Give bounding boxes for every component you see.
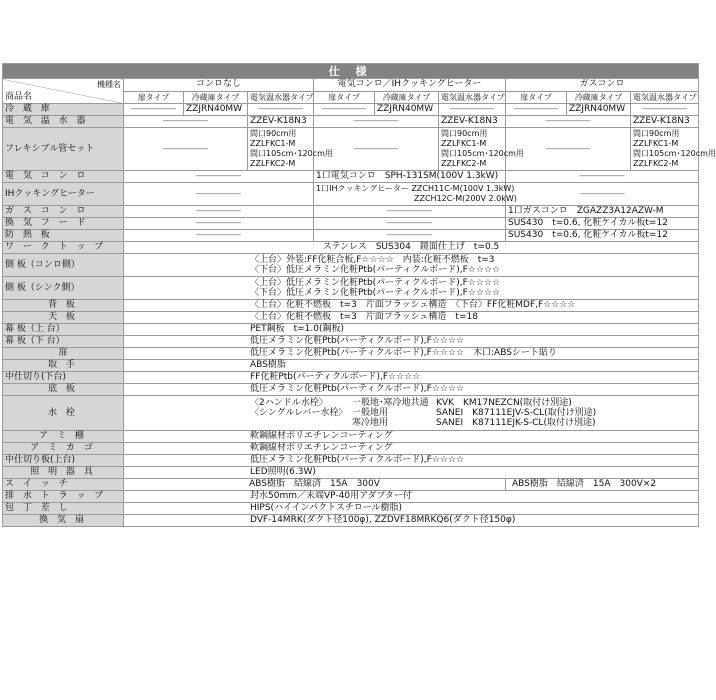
flex-line: 間口90cm用 (633, 129, 680, 138)
row-mesh (3, 431, 699, 443)
value-cell: ZZEV-K18N3 (439, 116, 506, 128)
group-header-electric: 電気コンロ／IHクッキングヒーター (314, 79, 506, 92)
row-worktop (3, 242, 699, 254)
product-label: 商品名 (5, 92, 33, 102)
flex-cell (439, 128, 524, 171)
row-label: 電 気 コ ン ロ (3, 171, 124, 183)
row-bottom (3, 384, 699, 396)
row-knife (3, 503, 699, 515)
faucet-line (250, 408, 696, 418)
row-faucet (3, 396, 699, 431)
row-label: 扉 (3, 348, 124, 360)
row-door (3, 348, 699, 360)
dash-cell: ――――― (124, 218, 314, 230)
type-header: 扉タイプ (314, 91, 375, 104)
dash-cell: ――――― (314, 218, 506, 230)
type-header: 冷蔵庫タイプ (567, 91, 631, 104)
flex-line: ZZLFKC2-M (633, 159, 679, 168)
row-label: 側 板（コンロ側） (3, 254, 124, 277)
value-cell: 1口電気コンロ SPH-131SM(100V 1.3kW) (314, 171, 506, 183)
value-cell: ABS樹脂 結線済 15A 300V (124, 479, 506, 491)
row-net-basket (3, 443, 699, 455)
group-header-row (3, 79, 699, 92)
value-cell: HIPS(ハイインパクトスチロール樹脂) (124, 503, 699, 515)
dash-cell: ――――― (631, 104, 699, 116)
row-switch (3, 479, 699, 491)
dash-cell: ――――― (314, 116, 439, 128)
value-cell (124, 277, 699, 300)
dash-cell: ――――― (124, 128, 248, 171)
row-label: ア ミ 棚 (3, 431, 124, 443)
row-label: IHクッキングヒーター (3, 183, 124, 206)
dash-cell: ――――― (506, 128, 631, 171)
type-header: 冷蔵庫タイプ (375, 91, 439, 104)
row-curtain-top (3, 324, 699, 336)
value-cell: 軟鋼線材ポリエチレンコーティング (124, 443, 699, 455)
group-header-none: コンロなし (124, 79, 314, 92)
row-label: 中仕切り(下台) (3, 372, 124, 384)
spec-table-container (2, 63, 716, 527)
faucet-model: KVK KM17NEZCN(取付け別途) (436, 398, 572, 408)
dash-cell: ――――― (124, 171, 314, 183)
row-heater (3, 116, 699, 128)
faucet-type: 〈シングルレバー水栓〉 (250, 408, 348, 418)
type-header: 扉タイプ (124, 91, 184, 104)
flex-line: ZZLFKC1-M (441, 139, 487, 148)
value-line: 〈下台〉低圧メラミン化粧Ptb(パーティクルボード),F☆☆☆☆ (250, 265, 501, 275)
ih-model-1: ZZCH11C-M(100V 1.3kW) (411, 184, 515, 193)
value-line: 〈上台〉低圧メラミン化粧Ptb(パーティクルボード),F☆☆☆☆ (250, 278, 501, 288)
row-label: 包 丁 差 し (3, 503, 124, 515)
flex-line: ZZLFKC1-M (633, 139, 679, 148)
flex-cell (631, 128, 716, 171)
value-line: 〈上台〉外装:FF化粧合板,F☆☆☆☆ 内装:化粧不燃板 t=3 (250, 255, 495, 265)
row-label: ガ ス コ ン ロ (3, 206, 124, 218)
faucet-line (250, 418, 696, 428)
row-label: ス イ ッ チ (3, 479, 124, 491)
value-cell: ZZJRN40MW (375, 104, 439, 116)
value-cell: LED照明(6.3W) (124, 467, 699, 479)
dash-cell: ――――― (439, 104, 506, 116)
dash-cell: ――――― (124, 183, 314, 206)
row-electric-stove (3, 171, 699, 183)
faucet-region: 一般地用 (352, 408, 389, 418)
ih-prefix: 1口IHクッキングヒーター (316, 184, 409, 193)
row-label: 電 気 温 水 器 (3, 116, 124, 128)
row-label: 換 気 扇 (3, 515, 124, 527)
value-line: 〈下台〉低圧メラミン化粧Ptb(パーティクルボード),F☆☆☆☆ (250, 288, 501, 298)
value-cell: 低圧メラミン化粧Ptb(パーティクルボード),F☆☆☆☆ (124, 384, 699, 396)
type-header: 電気温水器タイプ (439, 91, 506, 104)
flex-line: 間口90cm用 (250, 129, 297, 138)
flex-line: 間口105cm･120cm用 (441, 149, 524, 158)
row-label: 天 板 (3, 312, 124, 324)
type-header: 冷蔵庫タイプ (184, 91, 248, 104)
row-label: 照 明 器 具 (3, 467, 124, 479)
row-hood (3, 218, 699, 230)
spec-table (2, 63, 716, 527)
value-cell (124, 254, 699, 277)
row-label: 水 栓 (3, 396, 124, 431)
value-cell: 軟鋼線材ポリエチレンコーティング (124, 431, 699, 443)
value-cell: DVF-14MRK(ダクト径100φ), ZZDVF18MRKQ6(ダクト径150φ) (124, 515, 699, 527)
dash-cell: ――――― (506, 183, 699, 206)
group-header-gas: ガスコンロ (506, 79, 699, 92)
row-label: 背 板 (3, 300, 124, 312)
row-fan (3, 515, 699, 527)
flex-line: ZZLFKC2-M (250, 159, 296, 168)
flex-line: 間口105cm･120cm用 (633, 149, 716, 158)
dash-cell: ――――― (124, 104, 184, 116)
value-cell: ステンレス SUS304 鏡面仕上げ t=0.5 (124, 242, 699, 254)
row-label: フレキシブル管セット (3, 128, 124, 171)
row-label: 幕 板（上 台） (3, 324, 124, 336)
flex-cell (248, 128, 333, 171)
header-corner (3, 79, 124, 104)
type-header: 電気温水器タイプ (248, 91, 314, 104)
dash-cell: ――――― (506, 171, 699, 183)
dash-cell: ――――― (314, 230, 506, 242)
row-light (3, 467, 699, 479)
type-header: 扉タイプ (506, 91, 567, 104)
row-ceiling (3, 312, 699, 324)
value-cell: ZZEV-K18N3 (631, 116, 699, 128)
title-row (3, 64, 699, 79)
flex-line: ZZLFKC2-M (441, 159, 487, 168)
dash-cell: ――――― (124, 116, 248, 128)
faucet-region: 寒冷地用 (352, 418, 389, 428)
value-cell: 1口ガスコンロ ZGAZZ3A12AZW-M (506, 206, 699, 218)
flex-line: 間口90cm用 (441, 129, 488, 138)
model-label: 機種名 (97, 80, 121, 89)
row-handle (3, 360, 699, 372)
faucet-region: 一般地･寒冷地共通 (352, 398, 429, 408)
row-label: 排 水 ト ラ ッ プ (3, 491, 124, 503)
row-flex (3, 128, 699, 171)
value-cell: ZZEV-K18N3 (248, 116, 314, 128)
value-cell: SUS430 t=0.6, 化粧ケイカル板t=12 (506, 230, 699, 242)
dash-cell: ――――― (248, 104, 314, 116)
faucet-line (250, 398, 696, 408)
value-cell: SUS430 t=0.6, 化粧ケイカル板t=12 (506, 218, 699, 230)
row-label: 側 板（シンク側） (3, 277, 124, 300)
value-cell: PET鋼板 t=1.0(鋼板) (124, 324, 699, 336)
faucet-type: 〈2ハンドル水栓〉 (250, 398, 328, 408)
row-side-stove (3, 254, 699, 277)
row-label: ア ミ カ ゴ (3, 443, 124, 455)
row-label: 底 板 (3, 384, 124, 396)
dash-cell: ――――― (124, 230, 314, 242)
row-fridge (3, 104, 699, 116)
row-shelf-upper (3, 455, 699, 467)
row-label: 取 手 (3, 360, 124, 372)
value-cell: ABS樹脂 (124, 360, 699, 372)
dash-cell: ――――― (314, 206, 506, 218)
row-ih (3, 183, 699, 206)
value-cell: 〈上台〉化粧不燃板 t=3 片面フラッシュ構造 〈下台〉FF化粧MDF,F☆☆☆☆ (124, 300, 699, 312)
value-cell: 低圧メラミン化粧Ptb(パーティクルボード),F☆☆☆☆ 木口:ABSシート貼り (124, 348, 699, 360)
row-curtain-bottom (3, 336, 699, 348)
faucet-model: SANEI K87111EJV-S-CL(取付け別途) (436, 408, 597, 418)
dash-cell: ――――― (506, 104, 567, 116)
faucet-model: SANEI K87111EJK-S-CL(取付け別途) (436, 418, 596, 428)
value-cell: ABS樹脂 結線済 15A 300V×2 (506, 479, 699, 491)
dash-cell: ――――― (314, 128, 439, 171)
value-cell: ZZJRN40MW (184, 104, 248, 116)
row-label: ワ ー ク ト ッ プ (3, 242, 124, 254)
dash-cell: ――――― (124, 206, 314, 218)
flex-line: ZZLFKC1-M (250, 139, 296, 148)
dash-cell: ――――― (314, 104, 375, 116)
value-cell: FF化粧Ptb(パーティクルボード),F☆☆☆☆ (124, 372, 699, 384)
spec-title: 仕 様 (3, 64, 699, 79)
row-label: 防 熱 板 (3, 230, 124, 242)
ih-cell (314, 183, 517, 206)
row-heat-board (3, 230, 699, 242)
flex-line: 間口105cm･120cm用 (250, 149, 333, 158)
dash-cell: ――――― (506, 116, 631, 128)
faucet-cell (124, 396, 699, 431)
row-back (3, 300, 699, 312)
ih-model-2: ZZCH12C-M(200V 2.0kW) (414, 194, 517, 203)
value-cell: ZZJRN40MW (567, 104, 631, 116)
row-side-sink (3, 277, 699, 300)
row-gas (3, 206, 699, 218)
value-cell: 低圧メラミン化粧Ptb(パーティクルボード),F☆☆☆☆ (124, 336, 699, 348)
value-cell: 低圧メラミン化粧Ptb(パーティクルボード),F☆☆☆☆ (124, 455, 699, 467)
row-label: 中仕切り板(上台) (3, 455, 124, 467)
row-shelf-lower (3, 372, 699, 384)
value-cell: 封水50mm／末端VP-40用アダプター付 (124, 491, 699, 503)
value-cell: 〈上台〉化粧不燃板 t=3 片面フラッシュ構造 t=18 (124, 312, 699, 324)
row-label: 冷 蔵 庫 (3, 104, 124, 116)
row-trap (3, 491, 699, 503)
row-label: 換 気 フ ー ド (3, 218, 124, 230)
type-header: 電気温水器タイプ (631, 91, 699, 104)
row-label: 幕 板（下 台） (3, 336, 124, 348)
